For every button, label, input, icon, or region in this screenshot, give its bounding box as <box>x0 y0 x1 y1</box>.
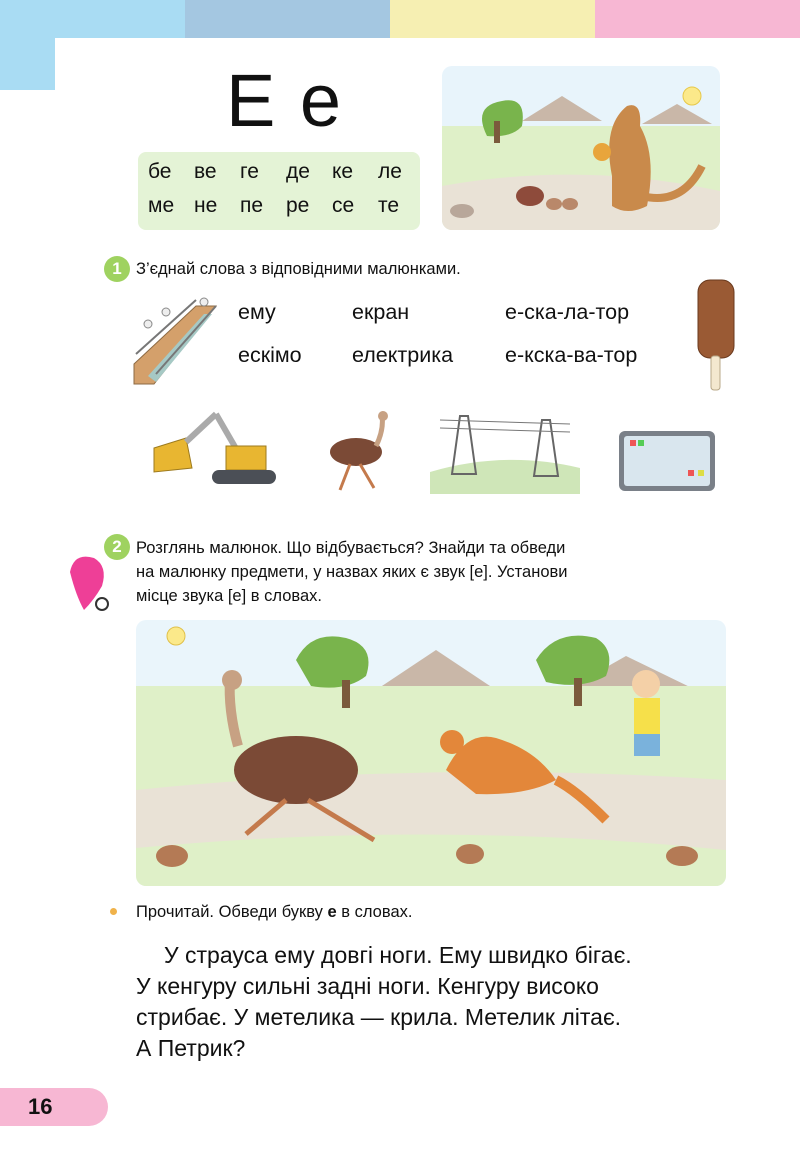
task-2-text-line-2: на малюнку предмети, у назвах яких є звук [е]. Установи <box>136 563 568 581</box>
top-band-pink <box>595 0 800 38</box>
letter-title: Е е <box>226 59 344 142</box>
reading-instruction-suffix: в словах. <box>336 903 413 921</box>
word-elektryka: електрика <box>352 343 454 367</box>
reading-instruction-prefix: Прочитай. Обведи букву <box>136 903 328 921</box>
syllable: ке <box>332 160 354 183</box>
task-2-text-line-3: місце звука [е] в словах. <box>136 587 322 605</box>
word-eskalator: е-ска-ла-тор <box>505 300 630 324</box>
syllable: те <box>378 194 400 217</box>
excavator-illustration <box>146 408 280 490</box>
syllable: бе <box>148 160 172 183</box>
escalator-illustration <box>126 294 230 390</box>
reading-line-3: стрибає. У метелика — крила. Метелик літає. <box>136 1004 622 1030</box>
corner-decoration <box>0 0 55 90</box>
reading-line-4: А Петрик? <box>136 1035 246 1061</box>
syllable: ге <box>240 160 259 183</box>
top-band-yellow <box>390 0 595 38</box>
screen-illustration <box>618 430 716 492</box>
page-number-tab <box>0 1088 108 1126</box>
syllable: де <box>286 160 310 183</box>
syllable: ве <box>194 160 217 183</box>
task-1-text: З’єднай слова з відповідними малюнками. <box>136 260 461 278</box>
task-2-text-line-1: Розглянь малюнок. Що відбувається? Знайди та обведи <box>136 539 566 557</box>
reading-line-1: У страуса ему довгі ноги. Ему швидко бігає. <box>164 942 632 968</box>
kangaroo-illustration <box>442 66 720 230</box>
reading-instruction <box>136 900 412 924</box>
word-ekskavator: е-кска-ва-тор <box>505 343 638 367</box>
word-ekran: екран <box>352 300 410 324</box>
bullet-icon <box>110 908 117 915</box>
syllable: пе <box>240 194 264 217</box>
task-number-2: 2 <box>104 534 130 560</box>
reading-text <box>136 940 736 1064</box>
syllable: ме <box>148 194 175 217</box>
ice-cream-illustration <box>694 278 738 394</box>
word-eskimo: ескімо <box>238 343 302 367</box>
power-lines-illustration <box>430 410 580 494</box>
task-number-1: 1 <box>104 256 130 282</box>
syllable: ле <box>378 160 402 183</box>
reading-instruction-letter: е <box>327 903 337 921</box>
syllable: се <box>332 194 355 217</box>
reading-line-2: У кенгуру сильні задні ноги. Кенгуру високо <box>136 973 599 999</box>
pink-mascot-icon <box>64 552 116 614</box>
syllable: не <box>194 194 218 217</box>
syllable-row-1 <box>148 160 424 184</box>
top-band-steel <box>185 0 390 38</box>
syllable: ре <box>286 194 310 217</box>
running-scene-illustration <box>136 620 726 886</box>
syllable-row-2 <box>148 194 424 218</box>
syllable-box <box>138 152 420 230</box>
page-number: 16 <box>28 1094 53 1119</box>
emu-illustration <box>316 410 406 494</box>
word-emu: ему <box>238 300 276 324</box>
